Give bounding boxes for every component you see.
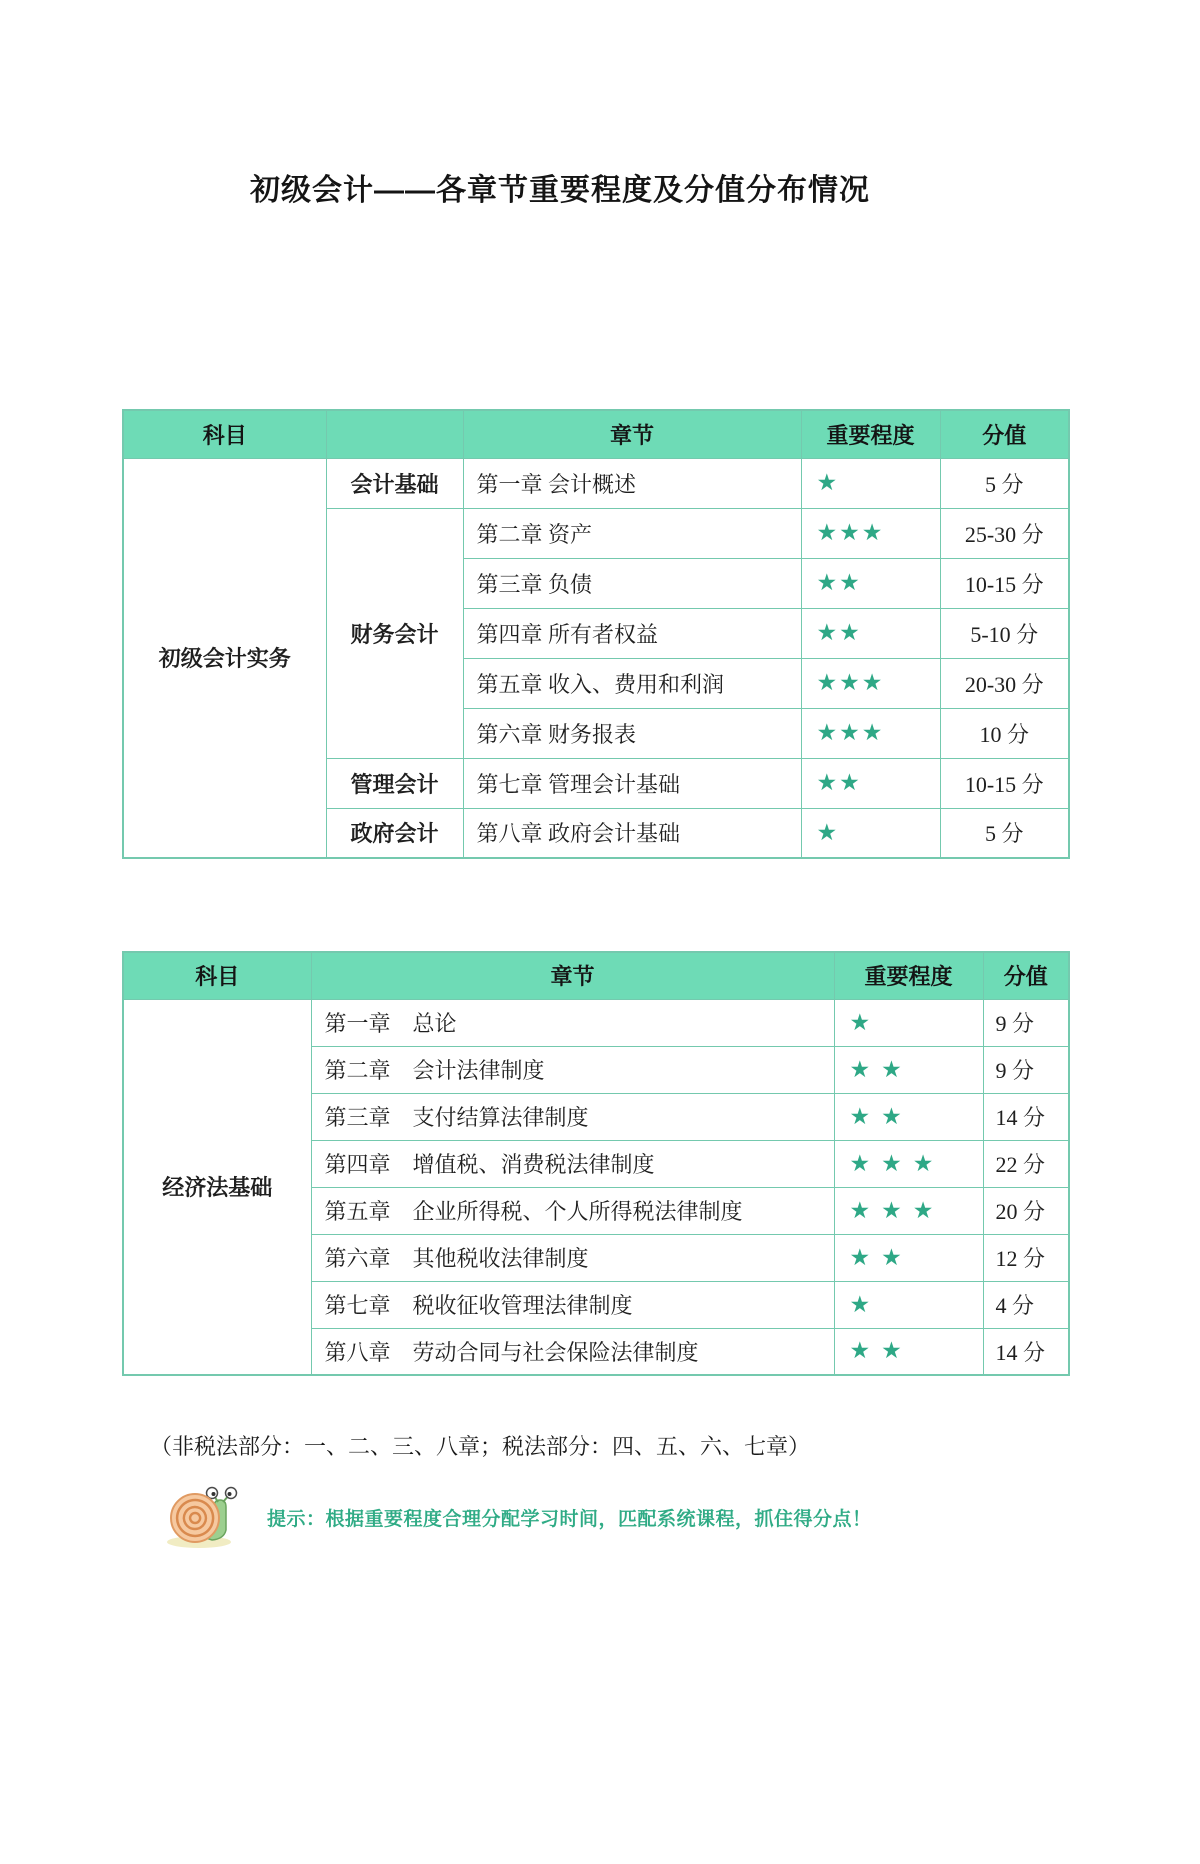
importance-cell — [801, 508, 940, 558]
importance-stars: ★★ — [849, 1244, 913, 1271]
score-cell: 10-15 分 — [940, 758, 1069, 808]
importance-stars: ★ — [849, 1009, 882, 1036]
importance-cell — [801, 558, 940, 608]
chapter-cell: 第八章 劳动合同与社会保险法律制度 — [311, 1328, 834, 1375]
table-row — [123, 458, 1069, 508]
header-subject: 科目 — [123, 410, 326, 458]
subject-cell: 经济法基础 — [123, 999, 311, 1375]
importance-cell — [834, 1328, 983, 1375]
score-cell: 12 分 — [983, 1234, 1069, 1281]
header-chapter: 章节 — [311, 952, 834, 999]
header-subject: 科目 — [123, 952, 311, 999]
score-cell: 10 分 — [940, 708, 1069, 758]
score-cell: 10-15 分 — [940, 558, 1069, 608]
importance-cell — [834, 1234, 983, 1281]
chapter-cell: 第五章 企业所得税、个人所得税法律制度 — [311, 1187, 834, 1234]
header-importance: 重要程度 — [801, 410, 940, 458]
header-importance: 重要程度 — [834, 952, 983, 999]
table1-header-row — [123, 410, 1069, 458]
chapter-cell: 第四章 所有者权益 — [463, 608, 801, 658]
importance-cell — [834, 1140, 983, 1187]
chapter-cell: 第二章 资产 — [463, 508, 801, 558]
chapter-cell: 第七章 管理会计基础 — [463, 758, 801, 808]
group-cell: 政府会计 — [326, 808, 463, 858]
importance-stars: ★★★ — [816, 720, 885, 746]
importance-cell — [801, 658, 940, 708]
chapter-cell: 第六章 财务报表 — [463, 708, 801, 758]
economic-law-table — [122, 951, 1070, 1376]
chapter-cell: 第五章 收入、费用和利润 — [463, 658, 801, 708]
score-cell: 14 分 — [983, 1093, 1069, 1140]
score-cell: 5 分 — [940, 458, 1069, 508]
chapter-cell: 第七章 税收征收管理法律制度 — [311, 1281, 834, 1328]
importance-stars: ★★★ — [816, 520, 885, 546]
importance-stars: ★★★ — [849, 1197, 945, 1224]
document-page — [0, 165, 1200, 1548]
subject-cell: 初级会计实务 — [123, 458, 326, 858]
chapter-cell: 第八章 政府会计基础 — [463, 808, 801, 858]
importance-stars: ★★ — [849, 1103, 913, 1130]
score-cell: 20 分 — [983, 1187, 1069, 1234]
snail-icon — [165, 1486, 243, 1548]
score-cell: 9 分 — [983, 999, 1069, 1046]
importance-cell — [801, 708, 940, 758]
score-cell: 5-10 分 — [940, 608, 1069, 658]
importance-stars: ★★ — [816, 620, 862, 646]
importance-cell — [834, 999, 983, 1046]
importance-cell — [801, 608, 940, 658]
chapter-cell: 第一章 总论 — [311, 999, 834, 1046]
importance-cell — [834, 1046, 983, 1093]
tip-text: 提示：根据重要程度合理分配学习时间，匹配系统课程，抓住得分点！ — [267, 1508, 872, 1530]
chapter-cell: 第三章 支付结算法律制度 — [311, 1093, 834, 1140]
group-cell: 会计基础 — [326, 458, 463, 508]
importance-stars: ★ — [849, 1291, 882, 1318]
practice-subject-table — [122, 409, 1070, 859]
group-cell: 管理会计 — [326, 758, 463, 808]
group-cell: 财务会计 — [326, 508, 463, 758]
tip-row — [165, 1486, 1200, 1548]
importance-cell — [801, 758, 940, 808]
footnote-text: （非税法部分：一、二、三、八章；税法部分：四、五、六、七章） — [150, 1434, 811, 1459]
score-cell: 5 分 — [940, 808, 1069, 858]
importance-cell — [834, 1093, 983, 1140]
page-title: 初级会计——各章节重要程度及分值分布情况 — [250, 174, 870, 207]
header-group — [326, 410, 463, 458]
score-cell: 4 分 — [983, 1281, 1069, 1328]
chapter-cell: 第四章 增值税、消费税法律制度 — [311, 1140, 834, 1187]
importance-cell — [834, 1187, 983, 1234]
importance-stars: ★★ — [816, 770, 862, 796]
importance-cell — [801, 808, 940, 858]
importance-stars: ★★ — [849, 1056, 913, 1083]
score-cell: 20-30 分 — [940, 658, 1069, 708]
header-score: 分值 — [940, 410, 1069, 458]
chapter-cell: 第三章 负债 — [463, 558, 801, 608]
importance-stars: ★★ — [816, 570, 862, 596]
importance-stars: ★ — [816, 819, 840, 846]
score-cell: 9 分 — [983, 1046, 1069, 1093]
table-row — [123, 999, 1069, 1046]
header-chapter: 章节 — [463, 410, 801, 458]
importance-cell — [801, 458, 940, 508]
score-cell: 14 分 — [983, 1328, 1069, 1375]
importance-cell — [834, 1281, 983, 1328]
header-score: 分值 — [983, 952, 1069, 999]
score-cell: 25-30 分 — [940, 508, 1069, 558]
importance-stars: ★ — [816, 470, 840, 496]
chapter-cell: 第二章 会计法律制度 — [311, 1046, 834, 1093]
importance-stars: ★★★ — [816, 670, 885, 696]
chapter-cell: 第六章 其他税收法律制度 — [311, 1234, 834, 1281]
chapter-cell: 第一章 会计概述 — [463, 458, 801, 508]
importance-stars: ★★★ — [849, 1150, 945, 1177]
importance-stars: ★★ — [849, 1338, 913, 1365]
table2-header-row — [123, 952, 1069, 999]
score-cell: 22 分 — [983, 1140, 1069, 1187]
